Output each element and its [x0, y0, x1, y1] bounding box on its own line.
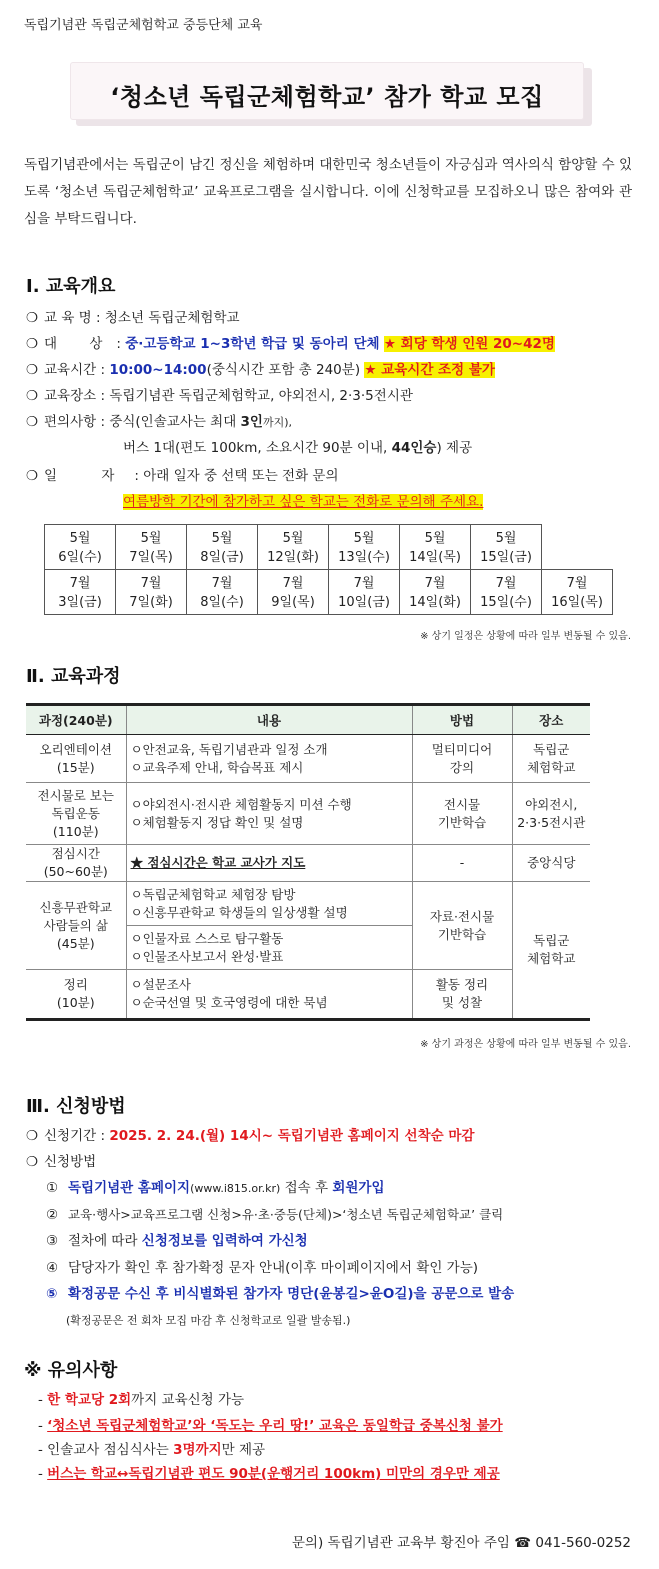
method-cell: 자료·전시물 기반학습 [412, 882, 512, 970]
date-cell: 7월 3일(금) [45, 570, 116, 615]
date-cell: 5월 13일(수) [329, 525, 400, 570]
phone-icon: ☎ [514, 1535, 532, 1551]
col-header: 장소 [512, 705, 590, 735]
date-cell: 5월 14일(목) [400, 525, 471, 570]
date-cell: 7월 7일(화) [116, 570, 187, 615]
course-table [26, 703, 590, 1021]
notice-item-3: - 인솔교사 점심식사는 3명까지만 제공 [38, 1442, 266, 1458]
place-cell: 독립군 체험학교 [512, 735, 590, 783]
target-extra-highlight: ★ 회당 학생 인원 20~42명 [383, 336, 555, 352]
bullet-icon: ❍ [26, 388, 39, 404]
method-cell: 활동 정리 및 성찰 [412, 970, 512, 1020]
date-cell: 5월 6일(수) [45, 525, 116, 570]
course-note: ※ 상기 과정은 상황에 따라 일부 변동될 수 있음. [420, 1039, 631, 1050]
may-dates-row [45, 525, 613, 570]
date-cell: 5월 12일(화) [258, 525, 329, 570]
section1-title: Ⅰ. 교육개요 [26, 276, 116, 297]
course-row [26, 882, 590, 926]
apply-step-5-note: (확정공문은 전 회차 모집 마감 후 신청학교로 일괄 발송됨.) [66, 1314, 351, 1327]
content-cell: ★ 점심시간은 학교 교사가 지도 [126, 845, 412, 882]
course-cell: 정리 (10분) [26, 970, 126, 1020]
method-cell: 전시물 기반학습 [412, 783, 512, 845]
apply-step-2: ② 교육·행사>교육프로그램 신청>유·초·중등(단체)>‘청소년 독립군체험학교’ 클릭 [46, 1207, 504, 1223]
top-label: 독립기념관 독립군체험학교 중등단체 교육 [24, 18, 263, 33]
method-cell: - [412, 845, 512, 882]
title-box [70, 62, 584, 120]
contact-footer: 문의) 독립기념관 교육부 황진아 주임 ☎ 041-560-0252 [291, 1535, 631, 1551]
course-header-row [26, 705, 590, 735]
intro-paragraph: 독립기념관에서는 독립군이 남긴 정신을 체험하며 대한민국 청소년들이 자긍심과 역사의식 함양할 수 있도록 ‘청소년 독립군체험학교’ 교육프로그램을 실시합니다. 이에 신청학교를 모집하오니 많은 참여와 관심을 부탁드립니다. [24, 157, 632, 227]
apply-period-row: ❍ 신청기간 : 2025. 2. 24.(월) 14시~ 독립기념관 홈페이지 선착순 마감 [26, 1128, 475, 1144]
date-cell: 7월 15일(수) [471, 570, 542, 615]
date-cell: 5월 15일(금) [471, 525, 542, 570]
course-row [26, 735, 590, 783]
bullet-icon: ❍ [26, 414, 39, 430]
notice-item-2: - ‘청소년 독립군체험학교’와 ‘독도는 우리 땅!’ 교육은 동일학급 중복신청 불가 [38, 1418, 503, 1434]
overview-convenience-row: ❍ 편의사항 : 중식(인솔교사는 최대 3인까지), [26, 414, 293, 430]
phone-number: 041-560-0252 [535, 1535, 631, 1551]
date-cell: 7월 16일(목) [542, 570, 613, 615]
overview-place-row: ❍ 교육장소 : 독립기념관 독립군체험학교, 야외전시, 2·3·5전시관 [26, 388, 413, 404]
date-cell: 7월 9일(목) [258, 570, 329, 615]
content-cell: ㅇ인물자료 스스로 탐구활동 ㅇ인물조사보고서 완성·발표 [126, 926, 412, 970]
apply-step-4: ④ 담당자가 확인 후 참가확정 문자 안내(이후 마이페이지에서 확인 가능) [46, 1260, 479, 1276]
date-cell: 5월 7일(목) [116, 525, 187, 570]
content-cell: ㅇ독립군체험학교 체험장 탐방 ㅇ신흥무관학교 학생들의 일상생활 설명 [126, 882, 412, 926]
apply-step-1: ① 독립기념관 홈페이지(www.i815.or.kr) 접속 후 회원가입 [46, 1180, 385, 1196]
overview-date-row: ❍ 일 자: 아래 일자 중 선택 또는 전화 문의 [26, 468, 339, 484]
col-header: 과정(240분) [26, 705, 126, 735]
notice-item-1: - 한 학교당 2회까지 교육신청 가능 [38, 1392, 245, 1408]
bullet-icon: ❍ [26, 1128, 39, 1144]
time-extra-highlight: ★ 교육시간 조정 불가 [364, 362, 495, 378]
bullet-icon: ❍ [26, 336, 39, 352]
place-cell: 중앙식당 [512, 845, 590, 882]
apply-step-5: ⑤ 확정공문 수신 후 비식별화된 참가자 명단(윤봉길>윤O길)을 공문으로 발송 [46, 1286, 515, 1302]
section2-title: Ⅱ. 교육과정 [26, 666, 121, 687]
course-row [26, 783, 590, 845]
bullet-icon: ❍ [26, 310, 39, 326]
empty-cell [542, 525, 613, 570]
overview-time-row: ❍ 교육시간 : 10:00~14:00(중식시간 포함 총 240분) ★ 교육시간 조정 불가 [26, 362, 495, 378]
page-title: ‘청소년 독립군체험학교’ 참가 학교 모집 [110, 83, 544, 111]
course-cell: 점심시간 (50~60분) [26, 845, 126, 882]
overview-convenience-line2: 버스 1대(편도 100km, 소요시간 90분 이내, 44인승) 제공 [123, 440, 473, 456]
method-cell: 멀티미디어 강의 [412, 735, 512, 783]
schedule-note: ※ 상기 일정은 상황에 따라 일부 변동될 수 있음. [420, 631, 631, 642]
course-cell: 전시물로 보는 독립운동 (110분) [26, 783, 126, 845]
overview-target-row: ❍ 대 상: 중·고등학교 1~3학년 학급 및 동아리 단체 ★ 회당 학생 인원 20~42명 [26, 336, 555, 352]
content-cell: ㅇ설문조사 ㅇ순국선열 및 호국영령에 대한 묵념 [126, 970, 412, 1020]
apply-method-row: ❍ 신청방법 [26, 1154, 97, 1170]
place-cell: 야외전시, 2·3·5전시관 [512, 783, 590, 845]
summer-inquiry-note: 여름방학 기간에 참가하고 싶은 학교는 전화로 문의해 주세요. [123, 494, 484, 510]
course-cell: 신흥무관학교 사람들의 삶 (45분) [26, 882, 126, 970]
section4-title: ※ 유의사항 [24, 1360, 118, 1381]
overview-name-row: ❍ 교 육 명 : 청소년 독립군체험학교 [26, 310, 240, 326]
course-row [26, 845, 590, 882]
content-cell: ㅇ안전교육, 독립기념관과 일정 소개 ㅇ교육주제 안내, 학습목표 제시 [126, 735, 412, 783]
bullet-icon: ❍ [26, 1154, 39, 1170]
date-cell: 7월 10일(금) [329, 570, 400, 615]
date-cell: 5월 8일(금) [187, 525, 258, 570]
date-cell: 7월 14일(화) [400, 570, 471, 615]
july-dates-row [45, 570, 613, 615]
bullet-icon: ❍ [26, 362, 39, 378]
section3-title: Ⅲ. 신청방법 [26, 1096, 126, 1117]
course-row [26, 970, 590, 1020]
course-cell: 오리엔테이션 (15분) [26, 735, 126, 783]
col-header: 내용 [126, 705, 412, 735]
col-header: 방법 [412, 705, 512, 735]
date-cell: 7월 8일(수) [187, 570, 258, 615]
content-cell: ㅇ야외전시·전시관 체험활동지 미션 수행 ㅇ체험활동지 정답 확인 및 설명 [126, 783, 412, 845]
place-cell: 독립군 체험학교 [512, 882, 590, 1020]
apply-step-3: ③ 절차에 따라 신청정보를 입력하여 가신청 [46, 1233, 308, 1249]
schedule-table [44, 524, 613, 615]
bullet-icon: ❍ [26, 468, 39, 484]
notice-item-4: - 버스는 학교↔독립기념관 편도 90분(운행거리 100km) 미만의 경우만 제공 [38, 1466, 500, 1482]
